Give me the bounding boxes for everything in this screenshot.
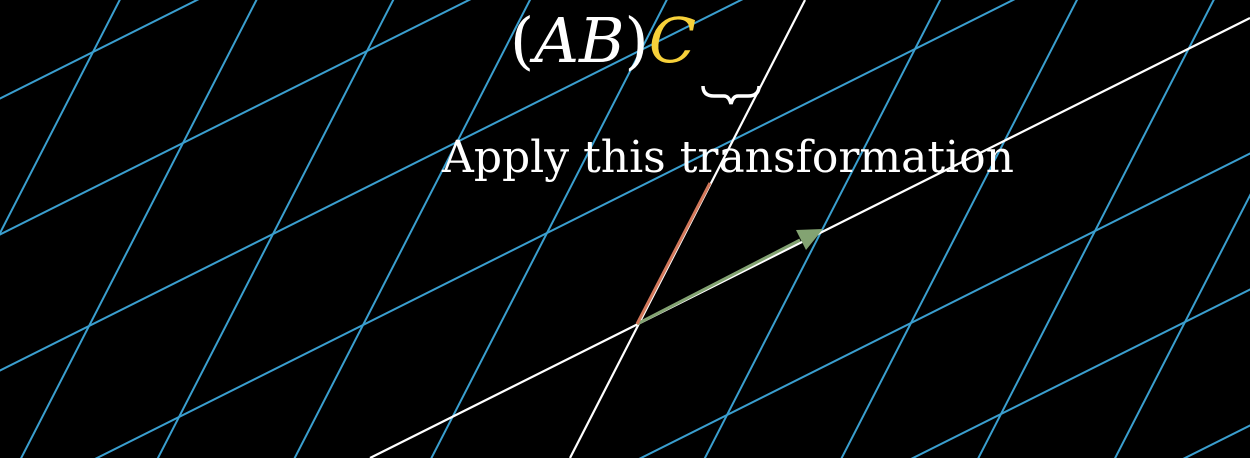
svg-text:(AB)C — [510, 4, 696, 77]
close-paren: ) — [624, 4, 649, 77]
matrix-a-label: A — [534, 4, 579, 77]
caption-text: Apply this transformation — [442, 132, 1014, 183]
matrix-b-label: B — [578, 4, 625, 77]
open-paren: ( — [510, 4, 535, 77]
matrix-c-label: C — [648, 4, 697, 77]
